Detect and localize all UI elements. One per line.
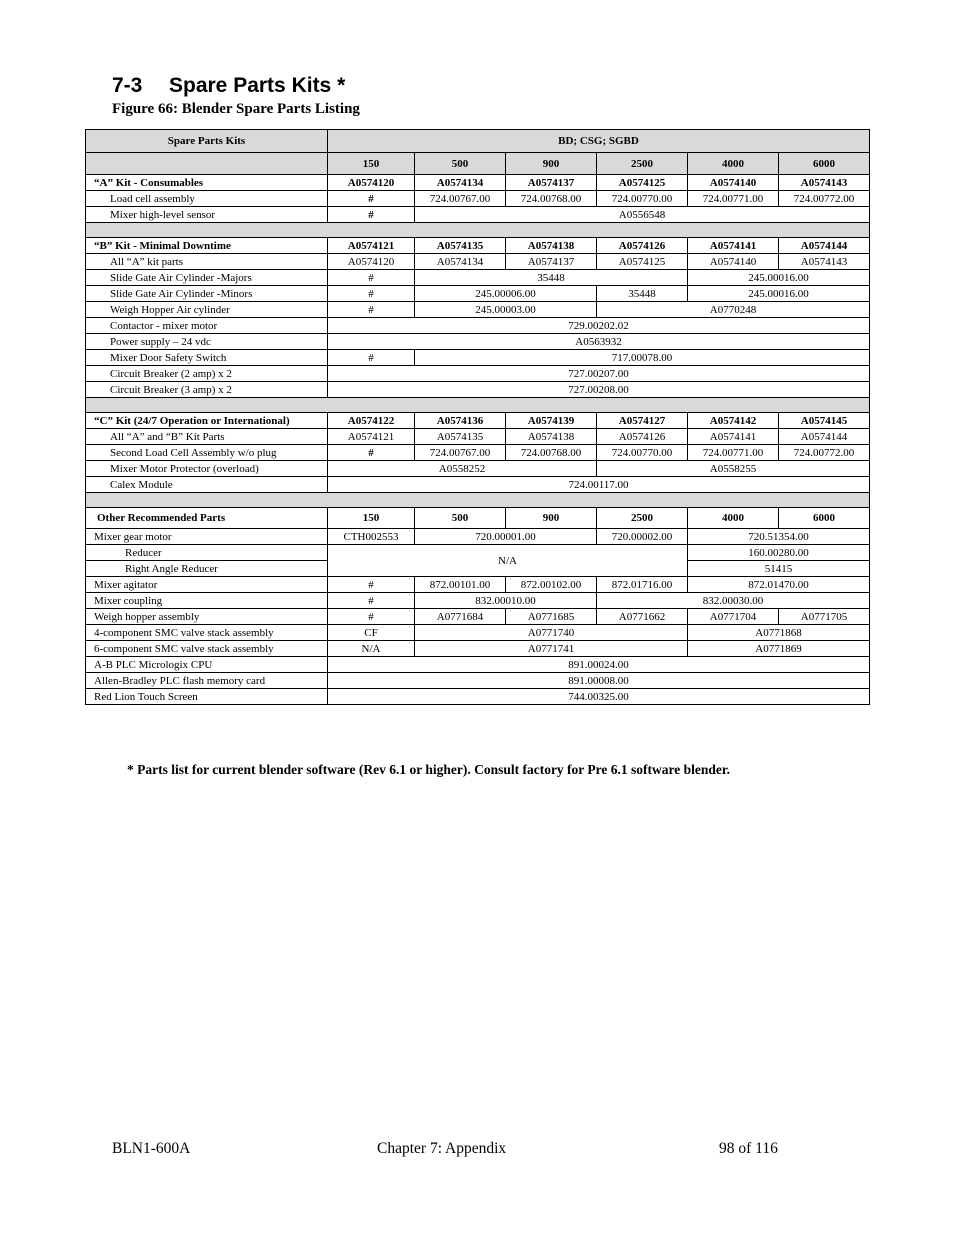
section-divider: [86, 398, 870, 413]
model-header: 6000: [779, 153, 870, 175]
part-cell: 724.00770.00: [597, 191, 688, 207]
part-cell: 717.00078.00: [415, 350, 870, 366]
table-row: [86, 657, 870, 673]
kit-number: A0574142: [688, 413, 779, 429]
part-cell: A0574126: [597, 429, 688, 445]
part-cell: A0771868: [688, 625, 870, 641]
part-cell: 729.00202.02: [328, 318, 870, 334]
part-cell: A0574120: [328, 254, 415, 270]
part-cell: 891.00024.00: [328, 657, 870, 673]
part-cell: N/A: [328, 641, 415, 657]
part-label: Mixer Motor Protector (overload): [86, 461, 328, 477]
table-row: [86, 445, 870, 461]
part-cell: A0574144: [779, 429, 870, 445]
part-cell: A0770248: [597, 302, 870, 318]
part-cell: 832.00010.00: [415, 593, 597, 609]
kit-number: A0574143: [779, 175, 870, 191]
table-row: [86, 641, 870, 657]
table-row: [86, 529, 870, 545]
part-cell: 35448: [597, 286, 688, 302]
part-cell: 724.00767.00: [415, 445, 506, 461]
part-label: 4-component SMC valve stack assembly: [86, 625, 328, 641]
kit-number: A0574138: [506, 238, 597, 254]
kit-number: A0574127: [597, 413, 688, 429]
part-cell: 724.00767.00: [415, 191, 506, 207]
part-label: Mixer coupling: [86, 593, 328, 609]
model-header: 500: [415, 508, 506, 529]
kit-number: A0574140: [688, 175, 779, 191]
part-cell: A0771704: [688, 609, 779, 625]
part-label: Right Angle Reducer: [86, 561, 328, 577]
part-label: A-B PLC Micrologix CPU: [86, 657, 328, 673]
part-cell: #: [328, 207, 415, 223]
part-cell: A0574135: [415, 429, 506, 445]
part-cell: A0558252: [328, 461, 597, 477]
part-cell: A0771684: [415, 609, 506, 625]
part-cell: 832.00030.00: [597, 593, 870, 609]
kit-number: A0574120: [328, 175, 415, 191]
part-cell: 245.00016.00: [688, 286, 870, 302]
table-row: [86, 545, 870, 561]
table-cell: [86, 493, 870, 508]
model-header: 500: [415, 153, 506, 175]
kit-number: A0574125: [597, 175, 688, 191]
part-label: Mixer agitator: [86, 577, 328, 593]
part-cell: 724.00117.00: [328, 477, 870, 493]
kit-number: A0574137: [506, 175, 597, 191]
part-cell: A0771741: [415, 641, 688, 657]
part-cell: 720.00001.00: [415, 529, 597, 545]
model-header: 150: [328, 508, 415, 529]
part-cell: A0771740: [415, 625, 688, 641]
part-cell: 724.00770.00: [597, 445, 688, 461]
footer-chapter: Chapter 7: Appendix: [377, 1140, 507, 1157]
part-cell: 744.00325.00: [328, 689, 870, 705]
part-cell: N/A: [328, 545, 688, 577]
kit-number: A0574122: [328, 413, 415, 429]
table-row: [86, 609, 870, 625]
part-label: Mixer Door Safety Switch: [86, 350, 328, 366]
table-row: [86, 318, 870, 334]
part-cell: 724.00772.00: [779, 445, 870, 461]
table-cell: [86, 398, 870, 413]
part-cell: 872.00102.00: [506, 577, 597, 593]
part-cell: CTH002553: [328, 529, 415, 545]
figure-caption: Figure 66: Blender Spare Parts Listing: [112, 101, 360, 117]
part-cell: #: [328, 286, 415, 302]
part-cell: 724.00771.00: [688, 445, 779, 461]
table-row: [86, 461, 870, 477]
part-label: All “A” kit parts: [86, 254, 328, 270]
part-label: Slide Gate Air Cylinder -Majors: [86, 270, 328, 286]
model-header: 4000: [688, 508, 779, 529]
table-row: [86, 429, 870, 445]
kit-number: A0574141: [688, 238, 779, 254]
part-cell: 245.00006.00: [415, 286, 597, 302]
part-label: 6-component SMC valve stack assembly: [86, 641, 328, 657]
model-header: 150: [328, 153, 415, 175]
kit-a-label: “A” Kit - Consumables: [86, 175, 328, 191]
table-row: [86, 302, 870, 318]
part-cell: 724.00768.00: [506, 445, 597, 461]
kit-number: A0574126: [597, 238, 688, 254]
part-label: Load cell assembly: [86, 191, 328, 207]
kit-number: A0574145: [779, 413, 870, 429]
models-header-row: [86, 153, 870, 175]
part-cell: 891.00008.00: [328, 673, 870, 689]
part-cell: #: [328, 270, 415, 286]
other-parts-header-row: [86, 508, 870, 529]
model-header: 900: [506, 153, 597, 175]
part-cell: 724.00772.00: [779, 191, 870, 207]
table-row: [86, 689, 870, 705]
table-row: [86, 673, 870, 689]
part-cell: A0771869: [688, 641, 870, 657]
header-group: BD; CSG; SGBD: [328, 130, 870, 153]
footer-doc-id: BLN1-600A: [112, 1140, 191, 1157]
footer-page-number: 98 of 116: [719, 1140, 778, 1157]
table-cell: [86, 153, 328, 175]
part-cell: A0771685: [506, 609, 597, 625]
part-cell: A0558255: [597, 461, 870, 477]
part-cell: 245.00003.00: [415, 302, 597, 318]
part-cell: 51415: [688, 561, 870, 577]
part-cell: #: [328, 302, 415, 318]
part-cell: A0574140: [688, 254, 779, 270]
part-label: Circuit Breaker (2 amp) x 2: [86, 366, 328, 382]
model-header: 2500: [597, 153, 688, 175]
table-row: [86, 577, 870, 593]
part-cell: #: [328, 593, 415, 609]
part-cell: 727.00207.00: [328, 366, 870, 382]
table-row: [86, 477, 870, 493]
part-cell: 724.00768.00: [506, 191, 597, 207]
kit-number: A0574144: [779, 238, 870, 254]
part-cell: 720.51354.00: [688, 529, 870, 545]
part-label: All “A” and “B” Kit Parts: [86, 429, 328, 445]
model-header: 6000: [779, 508, 870, 529]
part-cell: A0574137: [506, 254, 597, 270]
table-row: [86, 366, 870, 382]
part-label: Weigh hopper assembly: [86, 609, 328, 625]
kit-b-label: “B” Kit - Minimal Downtime: [86, 238, 328, 254]
part-label: Power supply – 24 vdc: [86, 334, 328, 350]
kit-c-header-row: [86, 413, 870, 429]
part-label: Mixer high-level sensor: [86, 207, 328, 223]
kit-number: A0574134: [415, 175, 506, 191]
table-row: [86, 625, 870, 641]
header-label: Spare Parts Kits: [86, 130, 328, 153]
part-cell: 872.01716.00: [597, 577, 688, 593]
part-cell: A0574121: [328, 429, 415, 445]
part-cell: 724.00771.00: [688, 191, 779, 207]
table-row: [86, 334, 870, 350]
part-cell: A0574125: [597, 254, 688, 270]
part-label: Circuit Breaker (3 amp) x 2: [86, 382, 328, 398]
part-cell: A0574141: [688, 429, 779, 445]
table-row: [86, 382, 870, 398]
part-cell: #: [328, 350, 415, 366]
table-row: [86, 593, 870, 609]
part-label: Mixer gear motor: [86, 529, 328, 545]
part-cell: 872.00101.00: [415, 577, 506, 593]
part-label: Weigh Hopper Air cylinder: [86, 302, 328, 318]
part-cell: A0574138: [506, 429, 597, 445]
kit-number: A0574139: [506, 413, 597, 429]
part-cell: 35448: [415, 270, 688, 286]
part-label: Calex Module: [86, 477, 328, 493]
table-row: [86, 191, 870, 207]
table-row: [86, 270, 870, 286]
table-row: [86, 207, 870, 223]
part-label: Allen-Bradley PLC flash memory card: [86, 673, 328, 689]
kit-number: A0574135: [415, 238, 506, 254]
spare-parts-table: [85, 129, 870, 705]
kit-a-header-row: [86, 175, 870, 191]
model-header: 900: [506, 508, 597, 529]
kit-number: A0574121: [328, 238, 415, 254]
part-cell: #: [328, 445, 415, 461]
part-cell: #: [328, 577, 415, 593]
part-label: Slide Gate Air Cylinder -Minors: [86, 286, 328, 302]
part-cell: A0771662: [597, 609, 688, 625]
part-label: Contactor - mixer motor: [86, 318, 328, 334]
other-parts-label: Other Recommended Parts: [86, 508, 328, 529]
part-cell: 160.00280.00: [688, 545, 870, 561]
part-cell: 872.01470.00: [688, 577, 870, 593]
kit-c-label: “C” Kit (24/7 Operation or International): [86, 413, 328, 429]
part-cell: #: [328, 191, 415, 207]
part-cell: A0563932: [328, 334, 870, 350]
table-cell: [86, 223, 870, 238]
part-cell: A0574143: [779, 254, 870, 270]
section-heading: [112, 72, 345, 100]
model-header: 2500: [597, 508, 688, 529]
section-divider: [86, 223, 870, 238]
model-header: 4000: [688, 153, 779, 175]
part-cell: A0574134: [415, 254, 506, 270]
part-cell: A0771705: [779, 609, 870, 625]
part-cell: 727.00208.00: [328, 382, 870, 398]
part-cell: 720.00002.00: [597, 529, 688, 545]
section-divider: [86, 493, 870, 508]
table-header-row: [86, 130, 870, 153]
table-row: [86, 286, 870, 302]
table-row: [86, 254, 870, 270]
part-cell: CF: [328, 625, 415, 641]
part-label: Red Lion Touch Screen: [86, 689, 328, 705]
part-cell: #: [328, 609, 415, 625]
part-label: Second Load Cell Assembly w/o plug: [86, 445, 328, 461]
part-label: Reducer: [86, 545, 328, 561]
footnote: * Parts list for current blender software (Rev 6.1 or higher). Consult factory for Pre 6.1 software blender.: [127, 762, 731, 777]
section-title: Spare Parts Kits *: [169, 74, 346, 97]
kit-b-header-row: [86, 238, 870, 254]
part-cell: A0556548: [415, 207, 870, 223]
part-cell: 245.00016.00: [688, 270, 870, 286]
table-row: [86, 350, 870, 366]
section-number: 7-3: [112, 74, 143, 97]
kit-number: A0574136: [415, 413, 506, 429]
